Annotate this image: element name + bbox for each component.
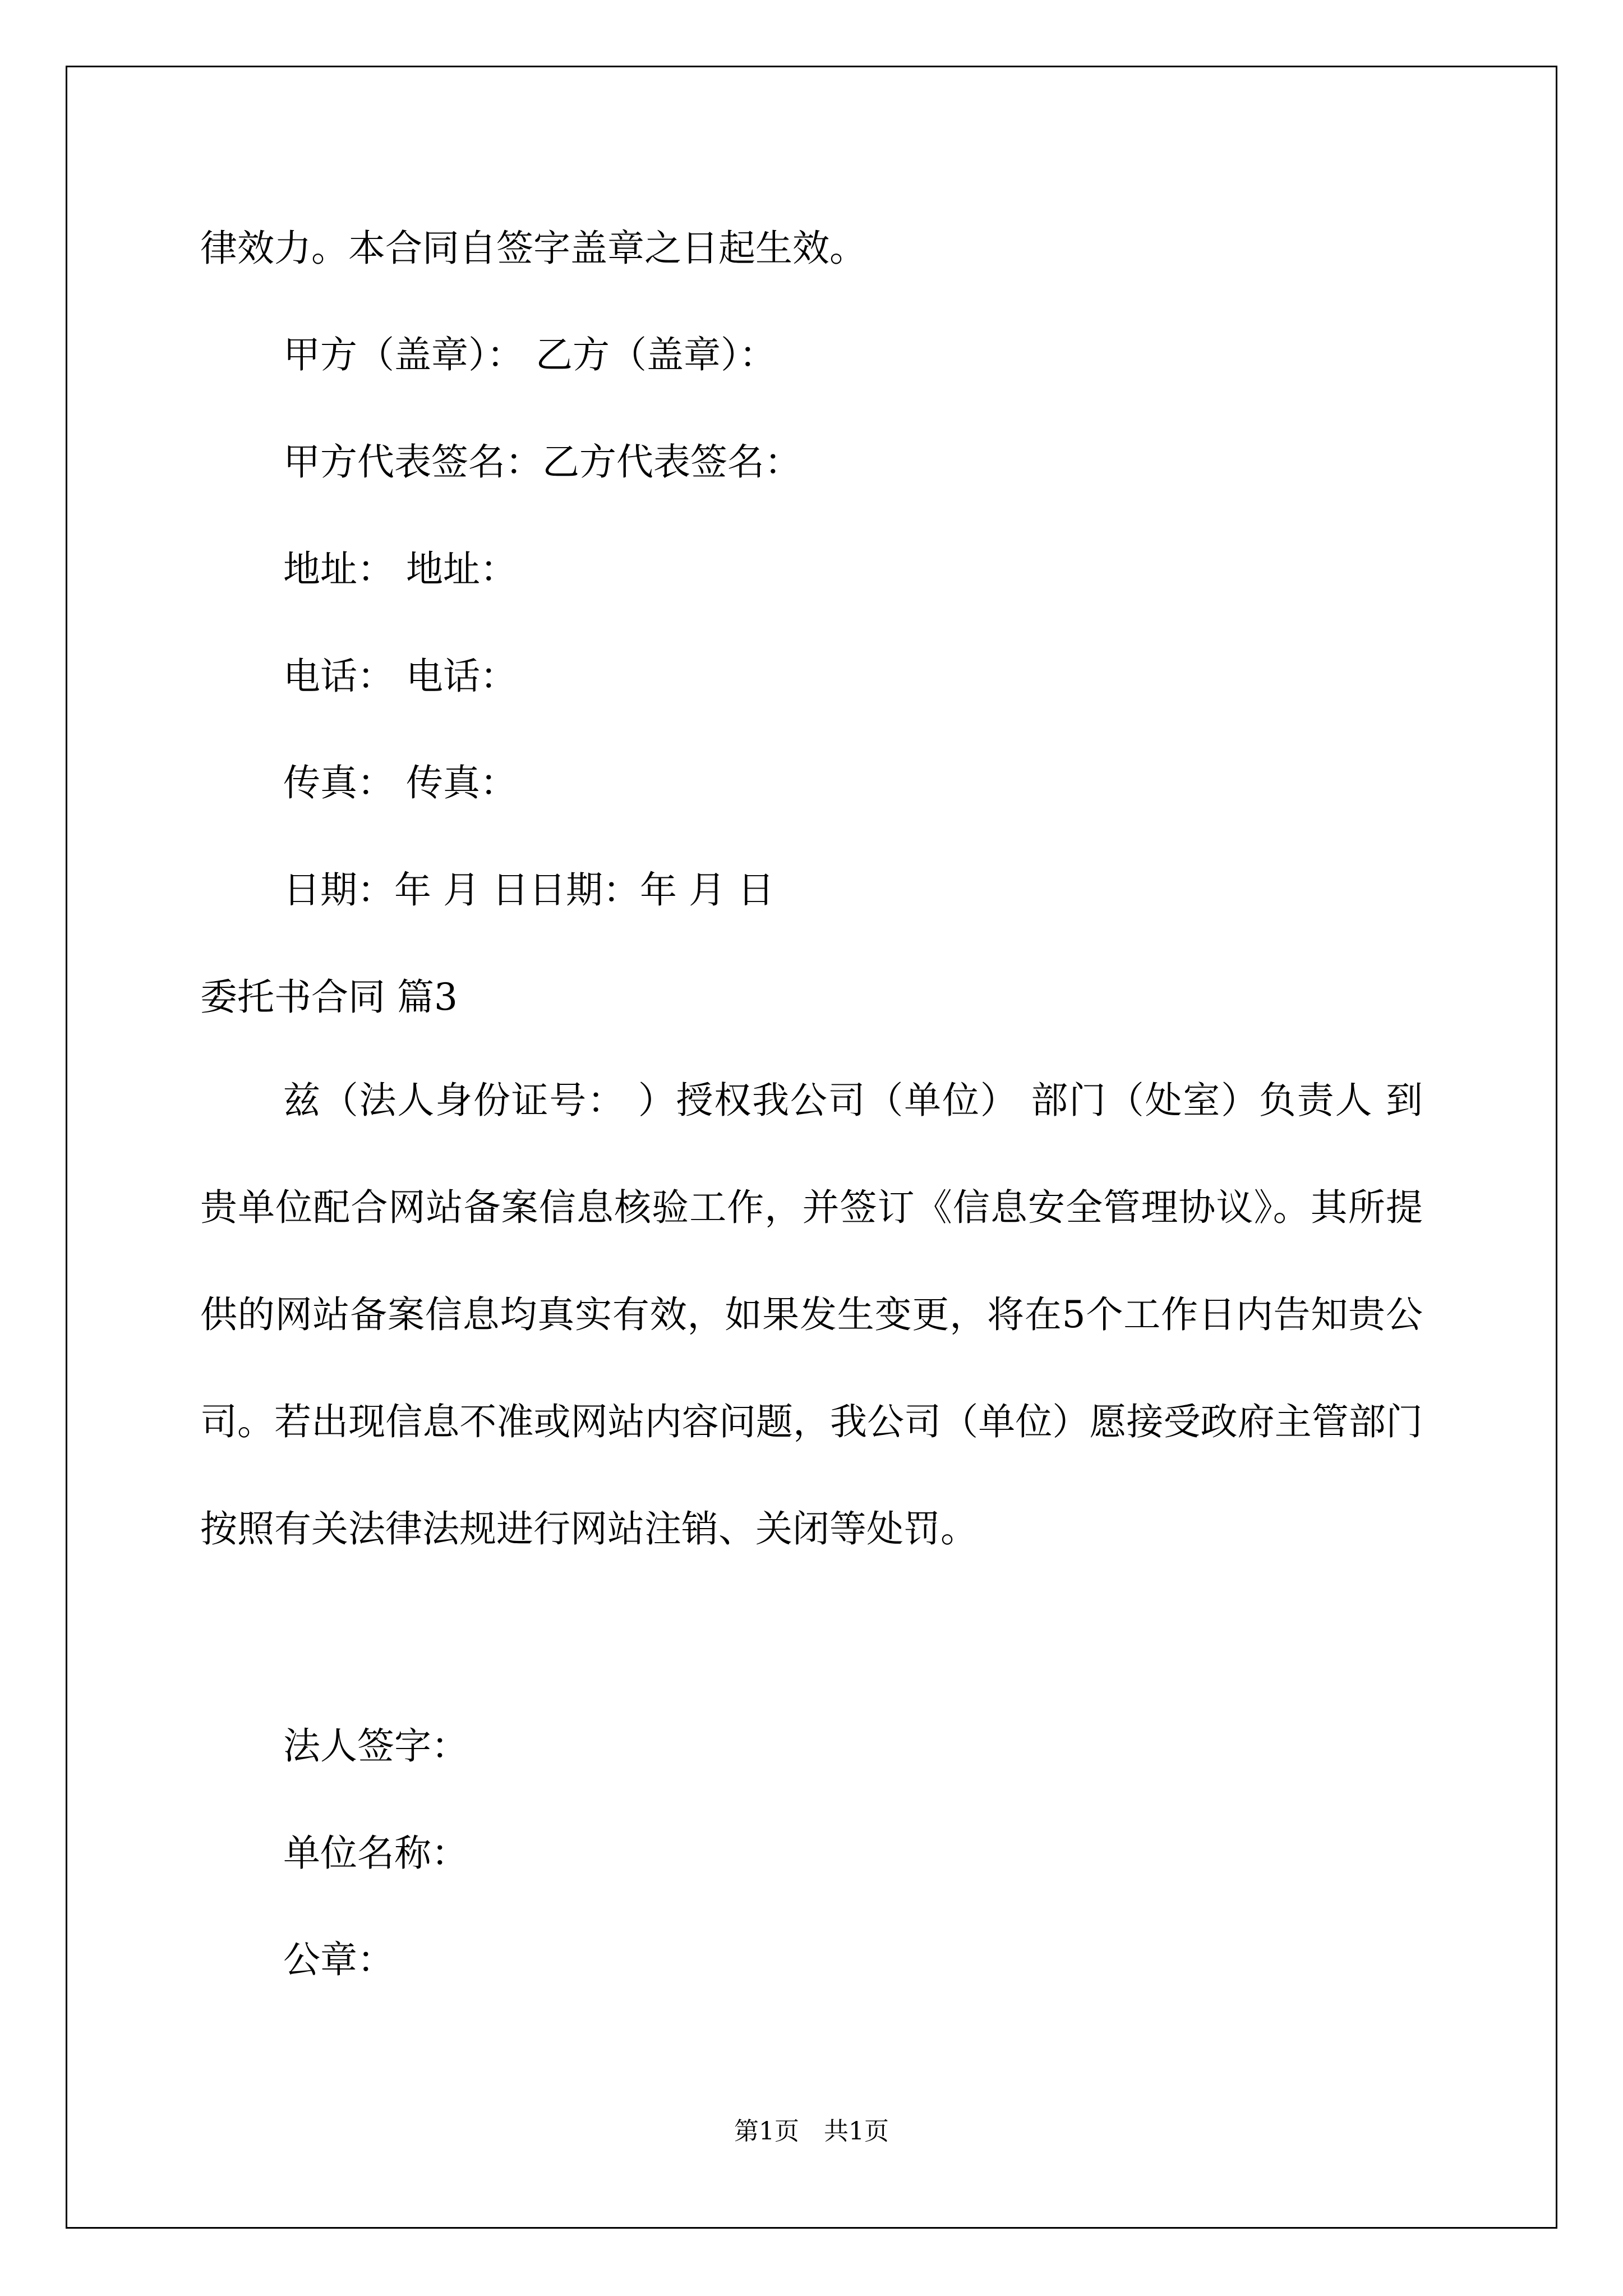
section-heading: 委托书合同 篇3 [200,976,458,1019]
text-line-date: 日期：年 月 日日期：年 月 日 [283,868,774,912]
text-line-representatives: 甲方代表签名：乙方代表签名： [283,440,801,484]
page-number: 第1页 共1页 [734,2117,889,2146]
text-line-address: 地址： 地址： [283,547,517,591]
text-line-seals: 甲方（盖章）： 乙方（盖章）： [283,333,776,376]
text-line-unit-name: 单位名称： [283,1832,468,1875]
authorization-paragraph: 兹（法人身份证号： ）授权我公司（单位） 部门（处室）负责人 到贵单位配合网站备案信息核验工作，并签订《信息安全管理协议》。其所提供的网站备案信息均真实有效，如果发生变更，将在5个工作日内告知贵公司。若出现信息不准或网站内容问题，我公司（单位）愿接受政府主管部门按照有关法律法规进行网站注销、关闭等处罚。 [200,1079,1423,1550]
text-line-legal-signature: 法人签字： [283,1724,468,1768]
text-line-effect: 律效力。本合同自签字盖章之日起生效。 [200,227,866,270]
text-line-official-seal: 公章： [283,1938,394,1981]
text-line-fax: 传真： 传真： [283,761,517,804]
text-line-phone: 电话： 电话： [283,655,517,698]
